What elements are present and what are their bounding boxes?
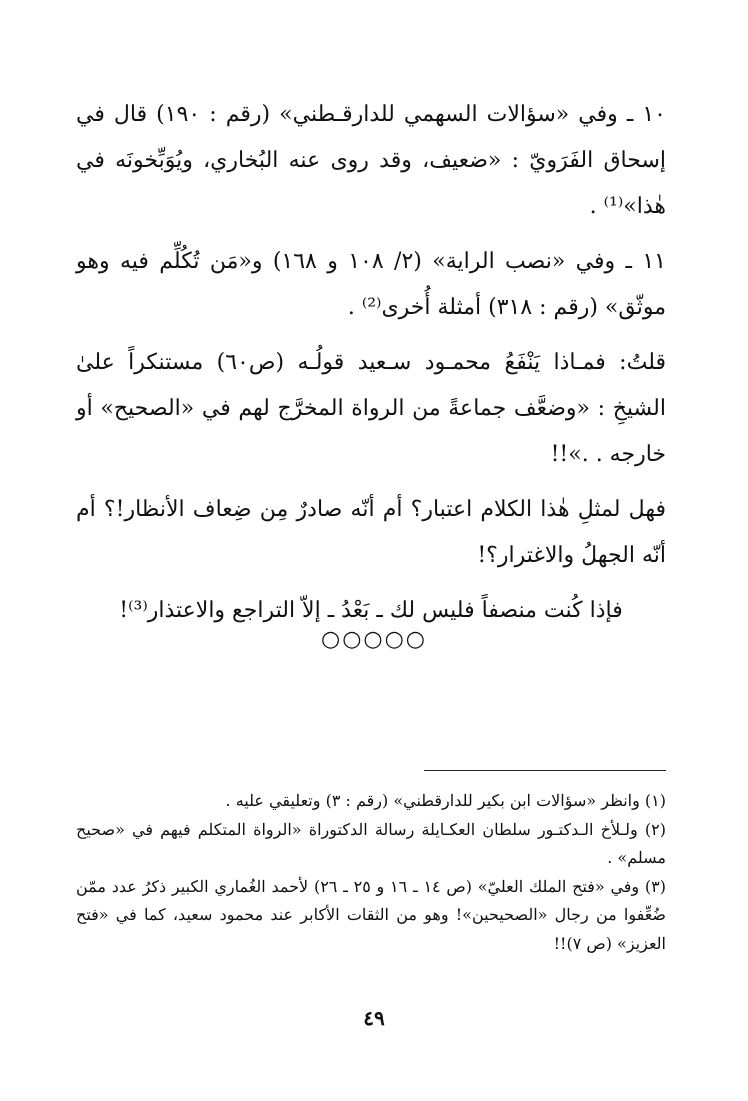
page-number: ٤٩	[363, 1006, 385, 1030]
footnote-1: (١) وانظر «سؤالات ابن بكير للدارقطني» (رقم : ٣) وتعليقي عليه .	[225, 791, 666, 810]
paragraph-question: فهل لمثلِ هٰذا الكلام اعتبار؟ أم أنّه صادرٌ مِن ضِعاف الأنظار!؟ أم أنّه الجهلُ والاغترار؟!	[76, 497, 666, 568]
paragraph-comment: قلتُ: فمـاذا يَنْفَعُ محمـود سـعيد قولُـه (ص٦٠) مستنكراً علىٰ الشيخِ : «وضعَّف جماعةً من الرواة المخرَّج لهم في «الصحيح» أو خارجه . .»!!	[76, 350, 666, 467]
footnote-2: (٢) ولـلأخ الـدكتـور سلطان العكـايلة رسالة الدكتوراة «الرواة المتكلم فيهم في «صحيح مسلم» .	[76, 819, 666, 867]
footnote-3: (٣) وفي «فتح الملك العليّ» (ص ١٤ ـ ١٦ و ٢٥ ـ ٢٦) لأحمد الغُماري الكبير ذكرُ عدد ممّن ضُعِّفوا من رجال «الصحيحين»! وهو من الثقات الأكابر عند محمود سعيد، كما في «فتح العزيز» (ص ٧)!!	[76, 876, 667, 953]
footnote-rule	[424, 770, 666, 771]
footnotes	[76, 787, 666, 958]
section-separator: ○○○○○	[321, 627, 427, 652]
paragraph-11: ١١ ـ وفي «نصب الراية» (٢/ ١٠٨ و ١٦٨) و«مَن تُكُلِّم فيه وهو موثّق» (رقم : ٣١٨) أمثلة أُخرى⁽²⁾ .	[76, 249, 666, 320]
paragraph-10: ١٠ ـ وفي «سؤالات السهمي للدارقـطني» (رقم : ١٩٠) قال في إسحاق الفَرَويّ : «ضعيف، وقد روى عنه البُخاري، ويُوَبِّخونَه في هٰذا»⁽¹⁾ .	[76, 102, 666, 219]
main-text	[76, 92, 666, 643]
paragraph-closing: فإذا كُنت منصفاً فليس لك ـ بَعْدُ ـ إلاّ التراجع والاعتذار⁽³⁾!	[119, 598, 623, 623]
